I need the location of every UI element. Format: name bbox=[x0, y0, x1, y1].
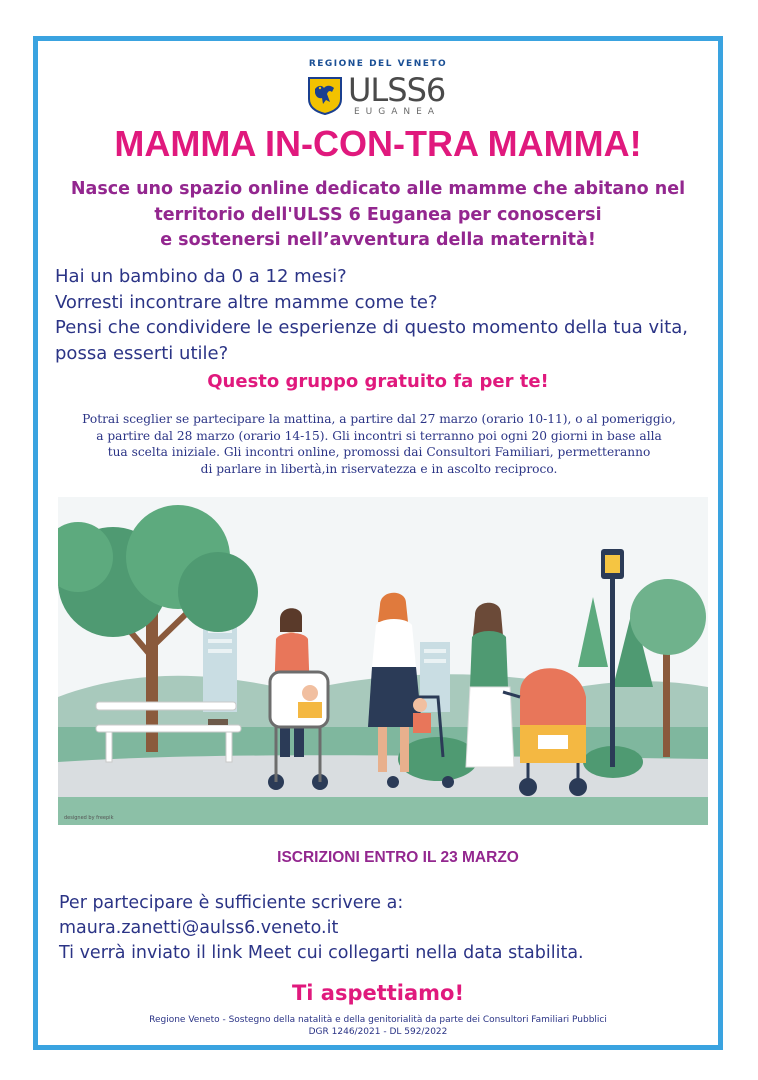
questions-list bbox=[55, 264, 688, 366]
subtitle-line: territorio dell'ULSS 6 Euganea per conoscersi bbox=[154, 204, 602, 225]
email-link[interactable]: maura.zanetti@aulss6.veneto.it bbox=[59, 918, 339, 938]
question-line: Vorresti incontrare altre mamme come te? bbox=[55, 291, 438, 313]
promo-text: Questo gruppo gratuito fa per te! bbox=[207, 371, 549, 392]
footer-line: DGR 1246/2021 - DL 592/2022 bbox=[308, 1027, 448, 1037]
footer bbox=[38, 1014, 718, 1038]
contact-block bbox=[59, 891, 584, 966]
illustration-svg bbox=[58, 497, 708, 825]
info-paragraph bbox=[44, 411, 714, 477]
illustration-credit: designed by freepik bbox=[64, 815, 114, 821]
logo-main-text: ULSS6 bbox=[348, 71, 446, 109]
mothers-with-strollers-park-illustration bbox=[58, 497, 708, 825]
contact-line: Ti verrà inviato il link Meet cui collegarti nella data stabilita. bbox=[59, 943, 584, 963]
subtitle-line: e sostenersi nell’avventura della maternità! bbox=[160, 230, 596, 250]
contact-line: Per partecipare è sufficiente scrivere a: bbox=[59, 893, 404, 913]
info-line: Potrai sceglier se partecipare la mattina, a partire dal 27 marzo (orario 10-11), o al pomeriggio, bbox=[82, 412, 676, 426]
closing-text: Ti aspettiamo! bbox=[291, 981, 465, 1005]
lion-shield-icon bbox=[308, 77, 342, 115]
poster-frame bbox=[33, 36, 723, 1050]
info-line: di parlare in libertà,in riservatezza e in ascolto reciproco. bbox=[200, 461, 558, 476]
question-line: Hai un bambino da 0 a 12 mesi? bbox=[55, 266, 347, 287]
page-title: MAMMA IN-CON-TRA MAMMA! bbox=[114, 123, 642, 164]
info-line: tua scelta iniziale. Gli incontri online, promossi dai Consultori Familiari, permetteranno bbox=[107, 445, 651, 459]
subtitle-line: Nasce uno spazio online dedicato alle mamme che abitano nel bbox=[70, 179, 686, 199]
question-line: Pensi che condividere le esperienze di questo momento della tua vita, bbox=[55, 317, 688, 338]
region-name: REGIONE DEL VENETO bbox=[308, 59, 448, 69]
footer-line: Regione Veneto - Sostegno della natalità e della genitorialità da parte dei Consultori Familiari Pubblici bbox=[149, 1015, 607, 1025]
deadline-text: ISCRIZIONI ENTRO IL 23 MARZO bbox=[277, 849, 519, 866]
question-line: possa esserti utile? bbox=[55, 342, 229, 364]
ulss6-logo bbox=[308, 73, 448, 121]
info-line: a partire dal 28 marzo (orario 14-15). Gli incontri si terranno poi ogni 20 giorni in base alla bbox=[96, 428, 662, 443]
subtitle bbox=[48, 177, 708, 254]
logo-sub-text: EUGANEA bbox=[354, 107, 440, 117]
